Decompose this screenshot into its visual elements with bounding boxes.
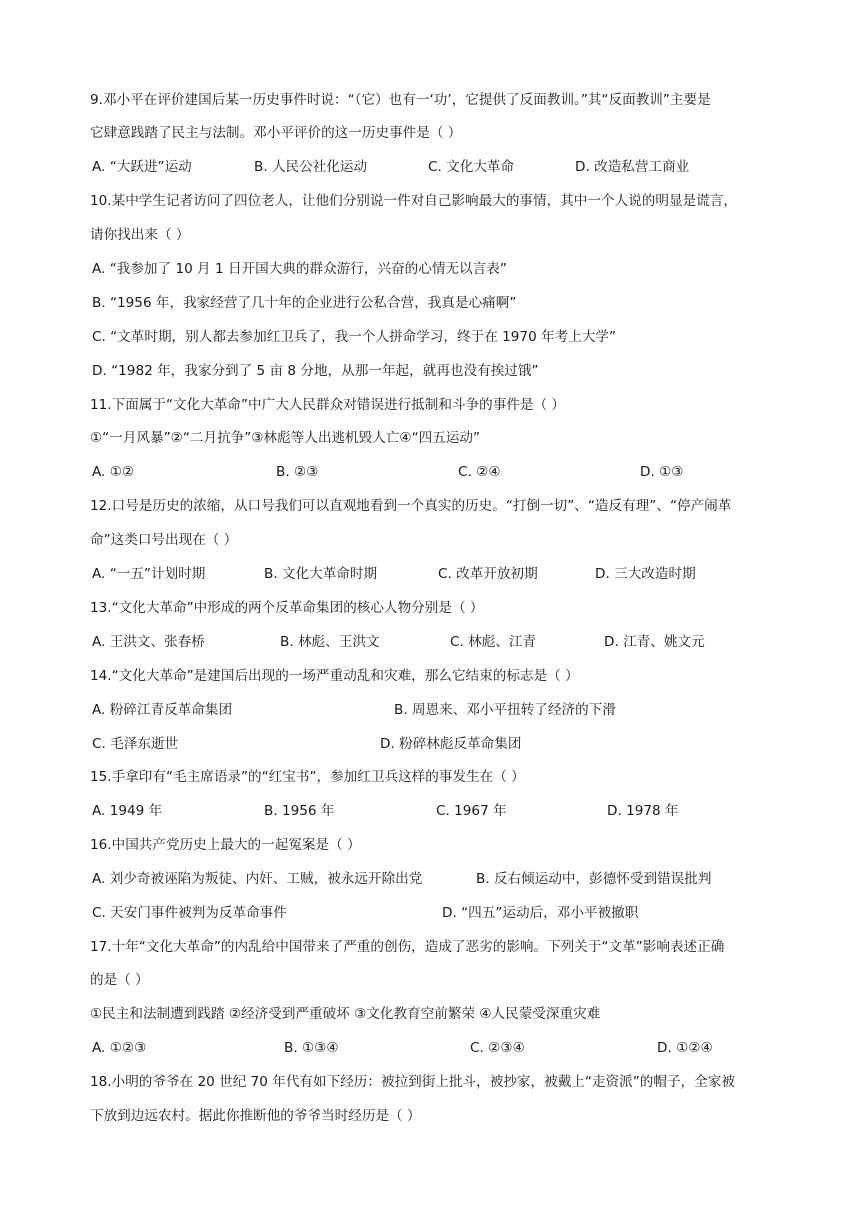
option-d[interactable]: D. “四五”运动后，邓小平被撤职 xyxy=(442,905,639,921)
question-stem: 请你找出来（ ） xyxy=(90,227,190,243)
option-a[interactable]: A. ①②③ xyxy=(92,1040,147,1056)
option-d[interactable]: D. 粉碎林彪反革命集团 xyxy=(380,736,522,752)
option-c[interactable]: C. ②④ xyxy=(458,464,501,480)
option-d[interactable]: D. “1982 年，我家分到了 5 亩 8 分地，从那一年起，就再也没有挨过饿” xyxy=(92,363,539,379)
option-a[interactable]: A. “大跃进”运动 xyxy=(92,159,192,175)
option-row xyxy=(92,327,782,347)
option-c[interactable]: C. ②③④ xyxy=(470,1040,525,1056)
option-c[interactable]: C. “文革时期，别人都去参加红卫兵了，我一个人拼命学习，终于在 1970 年考上大学” xyxy=(92,329,617,345)
option-row xyxy=(92,700,782,720)
question-stem: 它肆意践踏了民主与法制。邓小平评价的这一历史事件是（ ） xyxy=(90,125,462,141)
question-stem: 13.“文化大革命”中形成的两个反革命集团的核心人物分别是（ ） xyxy=(90,600,484,616)
option-b[interactable]: B. ②③ xyxy=(276,464,319,480)
option-a[interactable]: A. 1949 年 xyxy=(92,803,163,819)
question-stem: 11.下面属于“文化大革命”中广大人民群众对错误进行抵制和斗争的事件是（ ） xyxy=(90,397,566,413)
question-stem: 10.某中学生记者访问了四位老人，让他们分别说一件对自己影响最大的事情，其中一个人说的明显是谎言， xyxy=(90,193,737,209)
option-d[interactable]: D. ①②④ xyxy=(657,1040,713,1056)
option-row xyxy=(92,462,782,482)
option-d[interactable]: D. 三大改造时期 xyxy=(595,566,696,582)
option-c[interactable]: C. 天安门事件被判为反革命事件 xyxy=(92,905,287,921)
question-stem: 15.手拿印有“毛主席语录”的“红宝书”，参加红卫兵这样的事发生在（ ） xyxy=(90,769,525,785)
option-row xyxy=(92,632,782,652)
option-a[interactable]: A. “一五”计划时期 xyxy=(92,566,206,582)
option-d[interactable]: D. 改造私营工商业 xyxy=(575,159,690,175)
option-row xyxy=(92,293,782,313)
option-b[interactable]: B. 周恩来、邓小平扭转了经济的下滑 xyxy=(394,702,616,718)
option-a[interactable]: A. “我参加了 10 月 1 日开国大典的群众游行，兴奋的心情无以言表” xyxy=(92,261,507,277)
option-row xyxy=(92,903,782,923)
option-a[interactable]: A. 王洪文、张春桥 xyxy=(92,634,205,650)
option-b[interactable]: B. “1956 年，我家经营了几十年的企业进行公私合营，我真是心痛啊” xyxy=(92,295,517,311)
option-row xyxy=(92,157,782,177)
option-b[interactable]: B. ①③④ xyxy=(284,1040,339,1056)
option-d[interactable]: D. 1978 年 xyxy=(607,803,679,819)
option-row xyxy=(92,564,782,584)
option-c[interactable]: C. 文化大革命 xyxy=(428,159,515,175)
option-c[interactable]: C. 改革开放初期 xyxy=(438,566,538,582)
question-stem: 命”这类口号出现在（ ） xyxy=(90,532,238,548)
question-stem: 的是（ ） xyxy=(90,972,149,988)
option-c[interactable]: C. 1967 年 xyxy=(436,803,507,819)
question-stem: 17.十年“文化大革命”的内乱给中国带来了严重的创伤，造成了恶劣的影响。下列关于“文革”影响表述正确 xyxy=(90,939,725,955)
option-row xyxy=(92,259,782,279)
option-b[interactable]: B. 林彪、王洪文 xyxy=(280,634,380,650)
question-stem: 下放到边远农村。据此你推断他的爷爷当时经历是（ ） xyxy=(90,1108,421,1124)
question-stem: 18.小明的爷爷在 20 世纪 70 年代有如下经历：被拉到街上批斗，被抄家，被戴上“走资派”的帽子，全家被 xyxy=(90,1074,735,1090)
option-row xyxy=(92,869,782,889)
question-stem: 9.邓小平在评价建国后某一历史事件时说：“（它）也有一‘功’，它提供了反面教训。”其“反面教训”主要是 xyxy=(90,92,711,108)
option-c[interactable]: C. 林彪、江青 xyxy=(450,634,537,650)
option-c[interactable]: C. 毛泽东逝世 xyxy=(92,736,179,752)
option-row xyxy=(92,734,782,754)
question-stem: 12.口号是历史的浓缩，从口号我们可以直观地看到一个真实的历史。“打倒一切”、“造反有理”、“停产闹革 xyxy=(90,498,732,514)
option-a[interactable]: A. 刘少奇被诬陷为叛徒、内奸、工贼，被永远开除出党 xyxy=(92,871,423,887)
question-stem: 14.“文化大革命”是建国后出现的一场严重动乱和灾难，那么它结束的标志是（ ） xyxy=(90,668,579,684)
question-statements: ①民主和法制遭到践踏 ②经济受到严重破坏 ③文化教育空前繁荣 ④人民蒙受深重灾难 xyxy=(90,1006,601,1022)
option-a[interactable]: A. ①② xyxy=(92,464,135,480)
option-b[interactable]: B. 人民公社化运动 xyxy=(254,159,368,175)
question-stem: 16.中国共产党历史上最大的一起冤案是（ ） xyxy=(90,837,361,853)
option-row xyxy=(92,801,782,821)
option-d[interactable]: D. ①③ xyxy=(640,464,684,480)
option-b[interactable]: B. 文化大革命时期 xyxy=(264,566,378,582)
option-row xyxy=(92,1038,782,1058)
question-stem: ①“一月风暴”②“二月抗争”③林彪等人出逃机毁人亡④“四五运动” xyxy=(90,430,481,446)
option-a[interactable]: A. 粉碎江青反革命集团 xyxy=(92,702,233,718)
option-b[interactable]: B. 反右倾运动中，彭德怀受到错误批判 xyxy=(476,871,712,887)
option-d[interactable]: D. 江青、姚文元 xyxy=(604,634,705,650)
option-row xyxy=(92,361,782,381)
option-b[interactable]: B. 1956 年 xyxy=(264,803,335,819)
